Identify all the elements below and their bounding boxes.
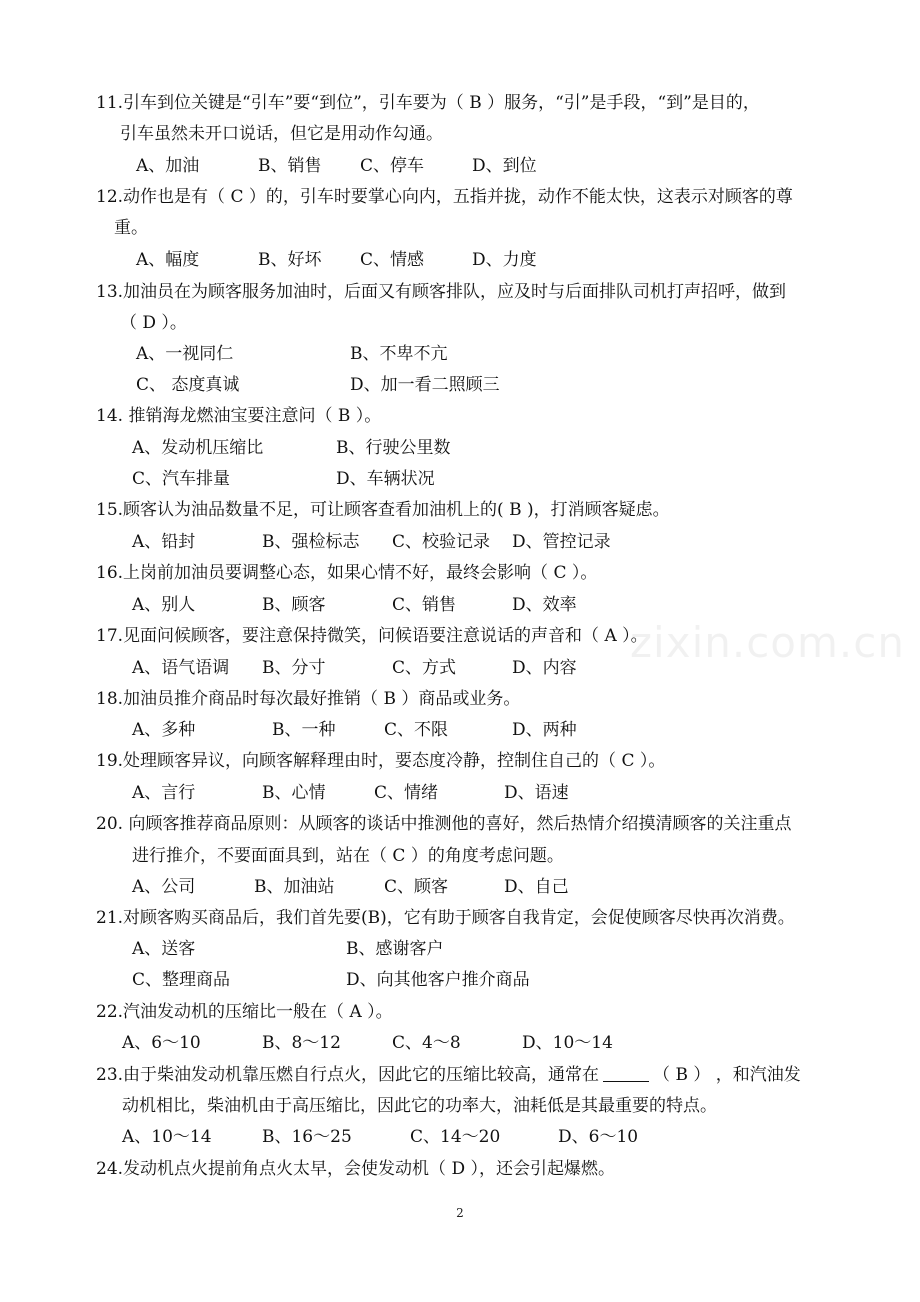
question-15-option-c: C、校验记录 xyxy=(392,532,491,552)
question-20-option-c: C、顾客 xyxy=(384,877,449,897)
question-22-option-b: B、8～12 xyxy=(262,1033,341,1053)
question-23-stem-line-1 xyxy=(96,1064,801,1086)
question-19-option-b: B、心情 xyxy=(262,783,326,803)
question-20-stem-line-2: 进行推介，不要面面具到，站在（ C ）的角度考虑问题。 xyxy=(132,846,564,866)
question-22-option-a: A、6～10 xyxy=(122,1033,201,1053)
question-15-option-b: B、强检标志 xyxy=(262,532,360,552)
question-21-option-d: D、向其他客户推介商品 xyxy=(346,970,530,990)
question-19-option-c: C、情绪 xyxy=(374,783,439,803)
question-18-stem: 18.加油员推介商品时每次最好推销（ B ）商品或业务。 xyxy=(96,689,521,709)
question-17-stem: 17.见面问候顾客，要注意保持微笑，问候语要注意说话的声音和（ A ）。 xyxy=(96,626,648,646)
question-15-option-d: D、管控记录 xyxy=(512,532,611,552)
question-23-option-a: A、10～14 xyxy=(122,1127,212,1147)
question-23-stem-after-blank: （ B ） ，和汽油发 xyxy=(653,1065,801,1085)
page-number: 2 xyxy=(456,1206,464,1220)
question-17-option-d: D、内容 xyxy=(512,658,577,678)
question-16-option-a: A、别人 xyxy=(132,595,196,615)
question-17-option-c: C、方式 xyxy=(392,658,457,678)
question-22-option-d: D、10～14 xyxy=(522,1033,613,1053)
question-17-option-a: A、语气语调 xyxy=(132,658,230,678)
question-13-option-a: A、一视同仁 xyxy=(136,344,234,364)
question-21-option-c: C、整理商品 xyxy=(132,970,231,990)
question-12-stem-line-2: 重。 xyxy=(114,218,148,238)
question-21-option-a: A、送客 xyxy=(132,939,196,959)
question-18-option-a: A、多种 xyxy=(132,720,196,740)
question-23-option-b: B、16～25 xyxy=(262,1127,352,1147)
question-14-option-c: C、汽车排量 xyxy=(132,469,231,489)
question-13-stem-line-1: 13.加油员在为顾客服务加油时，后面又有顾客排队，应及时与后面排队司机打声招呼，做到 xyxy=(96,282,787,302)
question-19-option-a: A、言行 xyxy=(132,783,196,803)
question-20-option-a: A、公司 xyxy=(132,877,196,897)
question-22-option-c: C、4～8 xyxy=(392,1033,461,1053)
question-23-option-d: D、6～10 xyxy=(558,1127,639,1147)
question-23-option-c: C、14～20 xyxy=(410,1127,501,1147)
question-15-stem: 15.顾客认为油品数量不足，可让顾客查看加油机上的( B )，打消顾客疑虑。 xyxy=(96,500,670,520)
question-13-option-d: D、加一看二照顾三 xyxy=(350,375,500,395)
question-11-option-b: B、销售 xyxy=(258,156,322,176)
question-11-stem-line-1: 11.引车到位关键是“引车”要“到位”，引车要为（ B ）服务，“引”是手段，“到”是目的， xyxy=(96,93,760,113)
question-20-option-d: D、自己 xyxy=(504,877,569,897)
question-23-stem-line-2: 动机相比，柴油机由于高压缩比，因此它的功率大，油耗低是其最重要的特点。 xyxy=(122,1096,717,1116)
question-11-option-c: C、停车 xyxy=(360,156,425,176)
question-18-option-c: C、不限 xyxy=(384,720,449,740)
question-22-stem: 22.汽油发动机的压缩比一般在（ A ）。 xyxy=(96,1002,393,1022)
question-13-stem-line-2: （ D ）。 xyxy=(120,313,187,333)
question-16-stem: 16.上岗前加油员要调整心态，如果心情不好，最终会影响（ C ）。 xyxy=(96,563,598,583)
question-21-stem: 21.对顾客购买商品后，我们首先要(B)，它有助于顾客自我肯定，会促使顾客尽快再次消费。 xyxy=(96,908,795,928)
question-20-stem-line-1: 20. 向顾客推荐商品原则：从顾客的谈话中推测他的喜好，然后热情介绍摸清顾客的关注重点 xyxy=(96,814,792,834)
question-12-option-b: B、好坏 xyxy=(258,250,322,270)
question-14-stem: 14. 推销海龙燃油宝要注意问（ B ）。 xyxy=(96,406,382,426)
question-14-option-b: B、行驶公里数 xyxy=(336,438,451,458)
question-12-option-c: C、情感 xyxy=(360,250,425,270)
question-13-option-c: C、 态度真诚 xyxy=(136,375,240,395)
question-16-option-d: D、效率 xyxy=(512,595,577,615)
question-18-option-d: D、两种 xyxy=(512,720,577,740)
question-21-option-b: B、感谢客户 xyxy=(346,939,444,959)
question-17-option-b: B、分寸 xyxy=(262,658,326,678)
question-11-option-a: A、加油 xyxy=(136,156,200,176)
question-19-option-d: D、语速 xyxy=(504,783,569,803)
question-11-stem-line-2: 引车虽然未开口说话，但它是用动作勾通。 xyxy=(120,124,443,144)
question-24-stem: 24.发动机点火提前角点火太早，会使发动机（ D ），还会引起爆燃。 xyxy=(96,1159,615,1179)
question-20-option-b: B、加油站 xyxy=(254,877,335,897)
question-16-option-c: C、销售 xyxy=(392,595,457,615)
question-11-option-d: D、到位 xyxy=(472,156,537,176)
question-19-stem: 19.处理顾客异议，向顾客解释理由时，要态度冷静，控制住自己的（ C ）。 xyxy=(96,751,666,771)
question-14-option-a: A、发动机压缩比 xyxy=(132,438,264,458)
question-18-option-b: B、一种 xyxy=(272,720,336,740)
question-12-option-a: A、幅度 xyxy=(136,250,200,270)
question-14-option-d: D、车辆状况 xyxy=(336,469,435,489)
question-12-stem-line-1: 12.动作也是有（ C ）的，引车时要掌心向内，五指并拢，动作不能太快，这表示对顾客的尊 xyxy=(96,187,793,207)
question-13-option-b: B、不卑不亢 xyxy=(350,344,448,364)
question-16-option-b: B、顾客 xyxy=(262,595,326,615)
answer-blank xyxy=(603,1066,649,1082)
watermark: zixin.com.cn xyxy=(630,618,905,667)
question-15-option-a: A、铅封 xyxy=(132,532,196,552)
question-23-stem-before-blank: 23.由于柴油发动机靠压燃自行点火，因此它的压缩比较高，通常在 xyxy=(96,1065,600,1085)
question-12-option-d: D、力度 xyxy=(472,250,537,270)
